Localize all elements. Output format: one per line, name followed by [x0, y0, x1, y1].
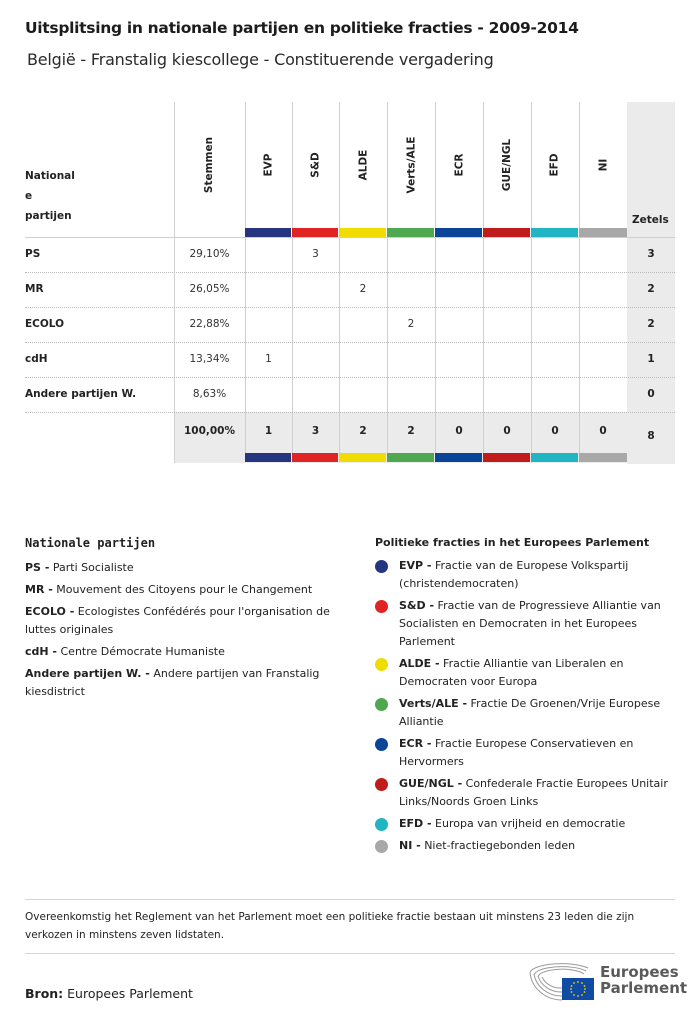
logo-text: [600, 964, 687, 996]
color-bar-evp: [245, 453, 291, 462]
seat-cell-verts-ale: 2: [407, 318, 415, 330]
party-desc: Mouvement des Citoyens pour le Changement: [52, 583, 313, 596]
party-name: ECOLO: [25, 318, 65, 330]
national-parties-header: [25, 166, 75, 226]
page-subtitle: België - Franstalig kiescollege - Constituerende vergadering: [27, 50, 494, 69]
group-header-verts-ale: [387, 102, 435, 228]
group-desc: Fractie De Groenen/Vrije Europese Alliantie: [399, 697, 661, 728]
color-bar-efd: [531, 453, 578, 462]
legend-text: [399, 695, 680, 731]
color-dot-icon: [375, 818, 388, 831]
stemmen-label: Stemmen: [203, 136, 216, 194]
source-line: [25, 986, 193, 1001]
party-desc: Ecologistes Confédérés pour l'organisation de luttes originales: [25, 605, 330, 636]
color-bar-evp: [245, 228, 291, 237]
seat-distribution-table: [25, 102, 675, 464]
legend-text: [399, 837, 575, 855]
legend-item: [25, 603, 345, 639]
party-code: MR -: [25, 583, 53, 596]
seat-cell-alde: 2: [359, 283, 367, 295]
color-dot-icon: [375, 658, 388, 671]
party-name: MR: [25, 283, 44, 295]
footnote: Overeenkomstig het Reglement van het Parlement moet een politieke fractie bestaan uit minstens 23 leden die zijn verkozen in minstens zeven lidstaten.: [25, 911, 635, 941]
group-desc: Confederale Fractie Europees Unitair Links/Noords Groen Links: [399, 777, 668, 808]
group-label: NI: [596, 158, 609, 172]
header-line: e: [25, 190, 33, 202]
header-line: National: [25, 170, 75, 182]
color-bar-alde: [339, 453, 386, 462]
total-zetels: 8: [647, 430, 655, 442]
zetels-header: Zetels: [632, 214, 669, 226]
group-header-alde: [339, 102, 387, 228]
color-bar-verts-ale: [387, 453, 434, 462]
row-divider: [25, 412, 675, 413]
color-dot-icon: [375, 560, 388, 573]
legend-item: [375, 815, 680, 833]
header-divider: [25, 237, 675, 238]
group-desc: Niet-fractiegebonden leden: [420, 839, 576, 852]
logo-line: Europees: [600, 963, 679, 981]
legend-item: [375, 695, 680, 731]
legend-text: [399, 735, 680, 771]
group-code: GUE/NGL -: [399, 777, 463, 790]
group-code: NI -: [399, 839, 421, 852]
legend-text: [399, 655, 680, 691]
row-divider: [25, 342, 675, 343]
party-name: cdH: [25, 353, 48, 365]
zetels-cell: 3: [647, 248, 655, 260]
group-header-ni: [579, 102, 627, 228]
group-desc: Fractie van de Europese Volkspartij (christendemocraten): [399, 559, 629, 590]
party-name: PS: [25, 248, 41, 260]
group-label: EFD: [549, 153, 561, 177]
total-seat-ni: 0: [599, 425, 607, 437]
legend-item: [375, 655, 680, 691]
color-bar-ecr: [435, 453, 482, 462]
stemmen-cell: 8,63%: [192, 388, 227, 400]
page-title: Uitsplitsing in nationale partijen en politieke fracties - 2009-2014: [25, 19, 579, 37]
group-header-gue-ngl: [483, 102, 531, 228]
legend-item: [375, 775, 680, 811]
national-parties-legend: [25, 536, 345, 705]
color-bar-ecr: [435, 228, 482, 237]
hemicycle-flag-icon: [528, 962, 596, 1002]
color-bar-verts-ale: [387, 228, 434, 237]
group-header-evp: [245, 102, 292, 228]
legend-title: Politieke fracties in het Europees Parlement: [375, 536, 650, 549]
legend-item: [25, 665, 345, 701]
party-desc: Parti Socialiste: [49, 561, 134, 574]
separator: [25, 899, 675, 900]
source-label: Bron:: [25, 986, 64, 1001]
color-dot-icon: [375, 698, 388, 711]
source-value: Europees Parlement: [63, 986, 193, 1001]
color-dot-icon: [375, 600, 388, 613]
stemmen-cell: 29,10%: [189, 248, 230, 260]
color-bar-ni: [579, 228, 627, 237]
stemmen-cell: 22,88%: [189, 318, 230, 330]
group-label: Verts/ALE: [405, 136, 418, 194]
party-code: PS -: [25, 561, 50, 574]
stemmen-cell: 13,34%: [189, 353, 230, 365]
group-label: GUE/NGL: [501, 138, 513, 192]
group-code: S&D -: [399, 599, 435, 612]
total-stemmen: 100,00%: [183, 425, 236, 437]
party-code: ECOLO -: [25, 605, 75, 618]
group-label: EVP: [262, 153, 275, 177]
color-bar-ni: [579, 453, 627, 462]
legend-item: [375, 597, 680, 651]
legend-item: [25, 581, 345, 599]
stemmen-header: [174, 102, 245, 228]
color-bar-sd: [292, 228, 338, 237]
separator: [25, 953, 675, 954]
legend-text: [399, 597, 680, 651]
group-desc: Fractie van de Progressieve Alliantie van Socialisten en Democraten in het Europees Parlement: [399, 599, 661, 648]
color-dot-icon: [375, 840, 388, 853]
total-seat-alde: 2: [359, 425, 367, 437]
group-code: ECR -: [399, 737, 432, 750]
zetels-cell: 2: [647, 283, 655, 295]
total-seat-gue-ngl: 0: [503, 425, 511, 437]
legend-text: [399, 557, 680, 593]
legend-item: [25, 559, 345, 577]
party-name: Andere partijen W.: [25, 388, 137, 400]
zetels-cell: 0: [647, 388, 655, 400]
group-code: EVP -: [399, 559, 432, 572]
party-code: cdH -: [25, 645, 57, 658]
legend-item: [25, 643, 345, 661]
group-label: S&D: [309, 152, 322, 178]
group-header-ecr: [435, 102, 483, 228]
seat-cell-evp: 1: [265, 353, 272, 365]
total-seat-ecr: 0: [455, 425, 463, 437]
logo-line: Parlement: [600, 979, 688, 997]
total-seat-verts-ale: 2: [407, 425, 415, 437]
legend-text: [399, 775, 680, 811]
total-seat-efd: 0: [551, 425, 559, 437]
total-seat-sd: 3: [311, 425, 320, 437]
group-code: Verts/ALE -: [399, 697, 468, 710]
party-desc: Centre Démocrate Humaniste: [57, 645, 225, 658]
legend-text: [399, 815, 625, 833]
color-dot-icon: [375, 738, 388, 751]
seat-cell-sd: 3: [312, 248, 319, 260]
group-header-efd: [531, 102, 579, 228]
color-bar-gue-ngl: [483, 453, 530, 462]
party-desc: Andere partijen van Franstalig kiesdistrict: [25, 667, 320, 698]
group-desc: Europa van vrijheid en democratie: [431, 817, 626, 830]
row-divider: [25, 377, 675, 378]
total-seat-evp: 1: [264, 425, 273, 437]
group-code: ALDE -: [399, 657, 440, 670]
group-code: EFD -: [399, 817, 432, 830]
legend-item: [375, 837, 680, 855]
stemmen-cell: 26,05%: [189, 283, 230, 295]
european-parliament-logo: [528, 962, 688, 1004]
group-desc: Fractie Alliantie van Liberalen en Democraten voor Europa: [399, 657, 624, 688]
row-divider: [25, 272, 675, 273]
group-label: ALDE: [357, 149, 369, 181]
color-bar-efd: [531, 228, 578, 237]
zetels-cell: 2: [647, 318, 655, 330]
legend-item: [375, 735, 680, 771]
color-bar-sd: [292, 453, 338, 462]
political-groups-legend: [375, 536, 680, 859]
row-divider: [25, 307, 675, 308]
color-dot-icon: [375, 778, 388, 791]
zetels-cell: 1: [647, 353, 655, 365]
color-bar-gue-ngl: [483, 228, 530, 237]
group-label: ECR: [453, 153, 465, 177]
party-code: Andere partijen W. -: [25, 667, 150, 680]
legend-item: [375, 557, 680, 593]
group-header-sd: [292, 102, 339, 228]
legend-title: Nationale partijen: [25, 536, 156, 550]
header-line: partijen: [25, 210, 72, 222]
group-desc: Fractie Europese Conservatieven en Hervormers: [399, 737, 634, 768]
color-bar-alde: [339, 228, 386, 237]
